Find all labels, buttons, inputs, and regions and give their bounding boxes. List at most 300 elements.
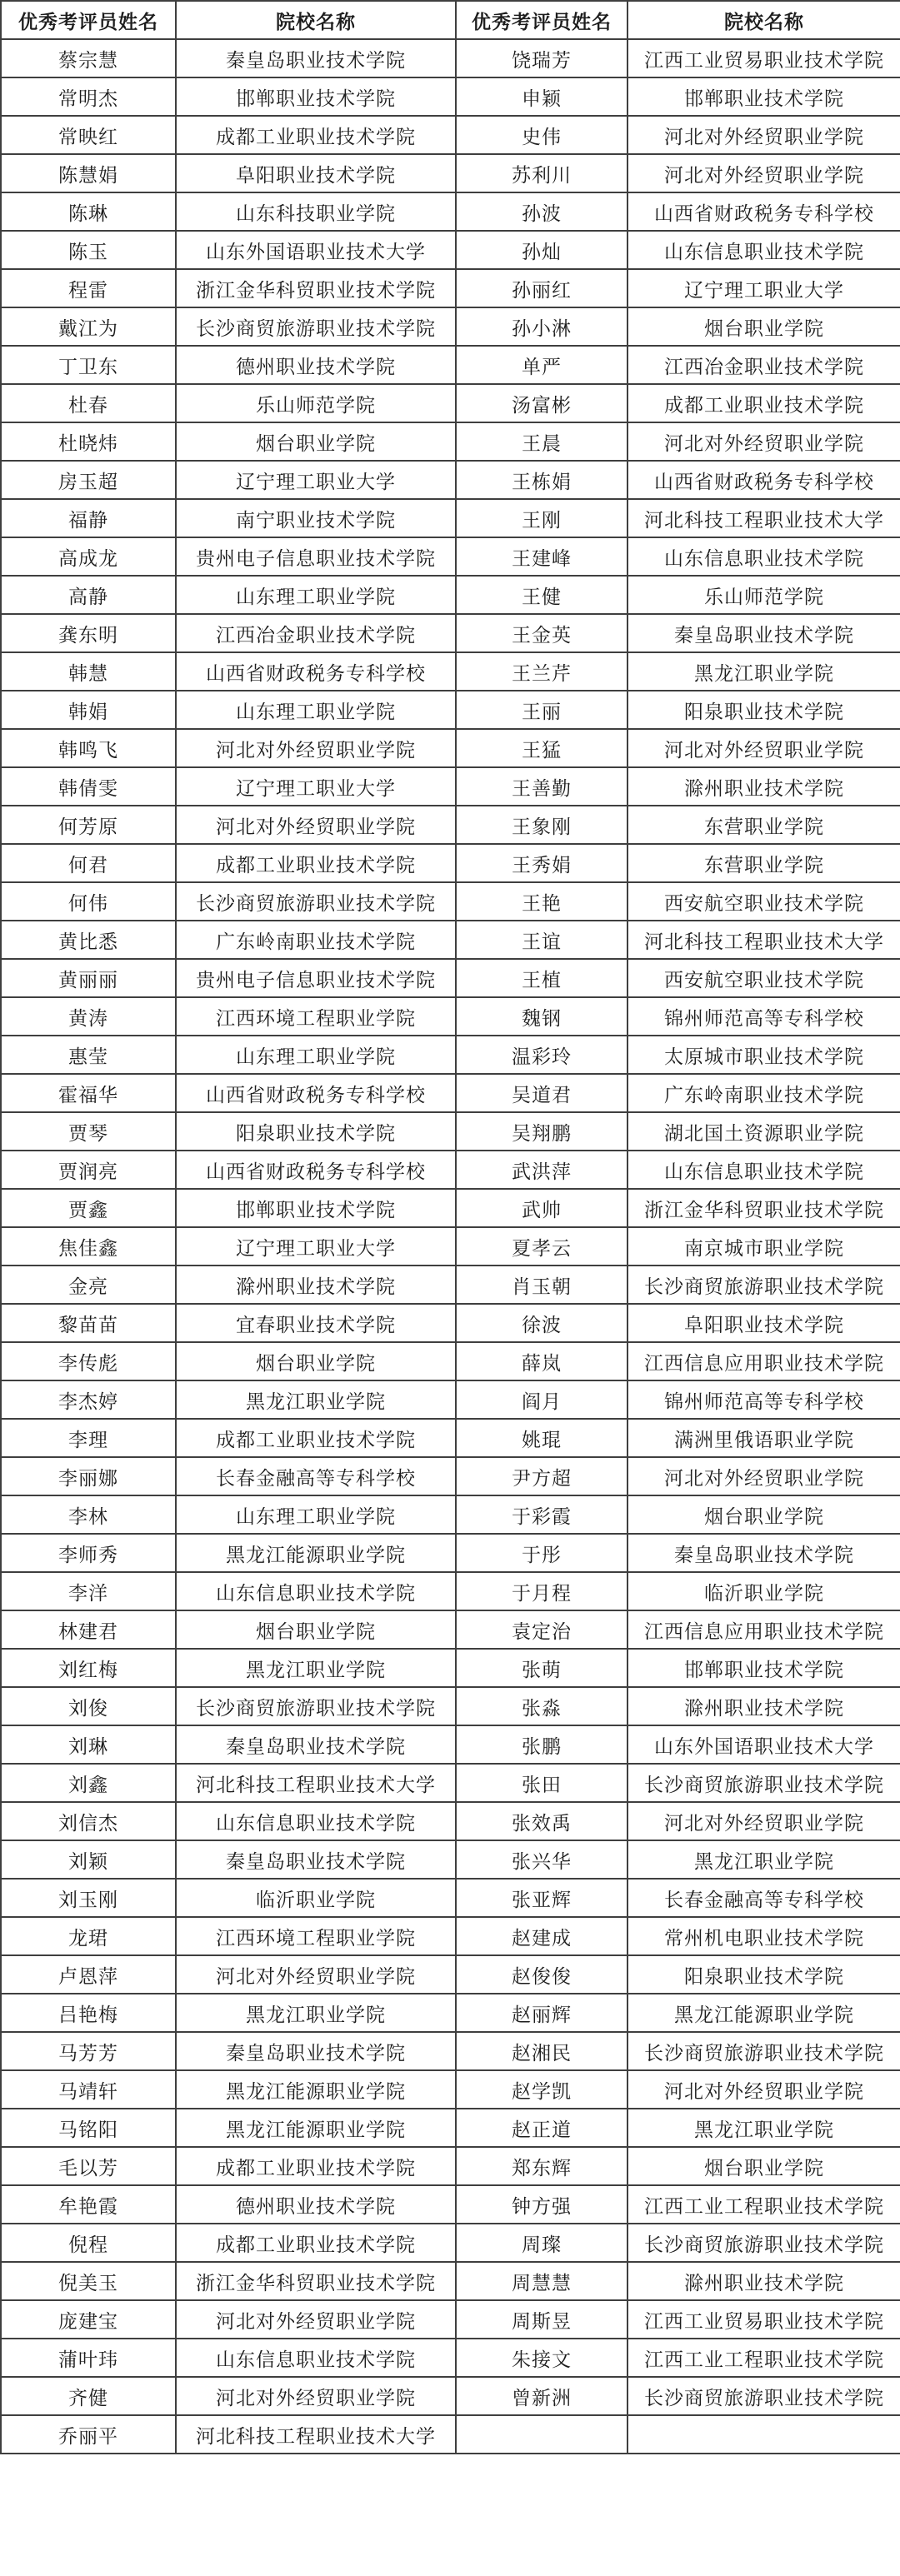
school-name-cell: 秦皇岛职业技术学院 [176, 39, 456, 77]
examiner-name-cell: 高静 [1, 576, 176, 614]
school-name-cell: 成都工业职业技术学院 [176, 2147, 456, 2185]
table-row [1, 1649, 900, 1687]
table-row [1, 1419, 900, 1457]
school-name-cell: 临沂职业学院 [628, 1572, 900, 1610]
examiner-name-cell: 于彩霞 [456, 1495, 628, 1534]
examiner-name-cell: 孙灿 [456, 231, 628, 269]
examiner-name-cell: 刘玉刚 [1, 1879, 176, 1917]
school-name-cell: 秦皇岛职业技术学院 [628, 1534, 900, 1572]
table-row [1, 2224, 900, 2262]
school-name-cell: 锦州师范高等专科学校 [628, 1380, 900, 1419]
school-name-cell: 山东信息职业技术学院 [176, 1802, 456, 1840]
examiner-name-cell: 李理 [1, 1419, 176, 1457]
table-row [1, 384, 900, 422]
school-name-cell: 山西省财政税务专科学校 [176, 1151, 456, 1189]
table-row [1, 1610, 900, 1649]
table-row [1, 2185, 900, 2224]
school-name-cell: 浙江金华科贸职业技术学院 [176, 2262, 456, 2300]
examiner-name-cell: 周斯昱 [456, 2300, 628, 2339]
examiner-name-cell: 郑东辉 [456, 2147, 628, 2185]
school-name-cell: 烟台职业学院 [628, 2147, 900, 2185]
school-name-cell: 辽宁理工职业大学 [176, 461, 456, 499]
table-row [1, 537, 900, 576]
examiner-name-cell: 蒲叶玮 [1, 2339, 176, 2377]
school-name-cell: 江西信息应用职业技术学院 [628, 1342, 900, 1380]
school-name-cell: 江西环境工程职业学院 [176, 997, 456, 1036]
examiner-name-cell: 卢恩萍 [1, 1955, 176, 1994]
table-row [1, 614, 900, 652]
table-row [1, 767, 900, 806]
school-name-cell: 山东科技职业学院 [176, 192, 456, 231]
examiner-name-cell: 张兴华 [456, 1840, 628, 1879]
header-examiner-name-right: 优秀考评员姓名 [456, 1, 628, 39]
school-name-cell: 宜春职业技术学院 [176, 1304, 456, 1342]
table-row [1, 2147, 900, 2185]
school-name-cell: 黑龙江职业学院 [628, 2109, 900, 2147]
table-row [1, 652, 900, 691]
table-row [1, 959, 900, 997]
examiner-name-cell: 程雷 [1, 269, 176, 307]
examiner-name-cell: 蔡宗慧 [1, 39, 176, 77]
school-name-cell: 山东理工职业学院 [176, 1036, 456, 1074]
examiner-name-cell: 王兰芹 [456, 652, 628, 691]
examiner-name-cell: 单严 [456, 346, 628, 384]
school-name-cell: 河北对外经贸职业学院 [628, 729, 900, 767]
examiner-name-cell: 韩倩雯 [1, 767, 176, 806]
school-name-cell: 乐山师范学院 [628, 576, 900, 614]
examiner-name-cell: 孙小淋 [456, 307, 628, 346]
examiner-name-cell: 陈玉 [1, 231, 176, 269]
school-name-cell: 南京城市职业学院 [628, 1227, 900, 1266]
examiner-name-cell: 于彤 [456, 1534, 628, 1572]
school-name-cell: 邯郸职业技术学院 [628, 1649, 900, 1687]
table-row [1, 2377, 900, 2415]
school-name-cell: 邯郸职业技术学院 [176, 77, 456, 116]
examiner-name-cell: 杜晓炜 [1, 422, 176, 461]
examiner-name-cell: 贾鑫 [1, 1189, 176, 1227]
school-name-cell: 烟台职业学院 [628, 1495, 900, 1534]
examiner-name-cell: 刘琳 [1, 1725, 176, 1764]
school-name-cell: 德州职业技术学院 [176, 2185, 456, 2224]
school-name-cell: 河北对外经贸职业学院 [176, 1955, 456, 1994]
school-name-cell: 江西环境工程职业学院 [176, 1917, 456, 1955]
table-row [1, 1151, 900, 1189]
examiner-name-cell: 王刚 [456, 499, 628, 537]
school-name-cell: 黑龙江能源职业学院 [176, 2070, 456, 2109]
school-name-cell: 山东外国语职业技术大学 [176, 231, 456, 269]
examiner-name-cell: 王晨 [456, 422, 628, 461]
school-name-cell: 贵州电子信息职业技术学院 [176, 537, 456, 576]
school-name-cell: 江西工业贸易职业技术学院 [628, 39, 900, 77]
school-name-cell: 河北对外经贸职业学院 [628, 1457, 900, 1495]
table-row [1, 2300, 900, 2339]
examiner-name-cell: 史伟 [456, 116, 628, 154]
school-name-cell: 河北对外经贸职业学院 [176, 729, 456, 767]
examiner-name-cell: 温彩玲 [456, 1036, 628, 1074]
examiner-name-cell: 张田 [456, 1764, 628, 1802]
school-name-cell: 阜阳职业技术学院 [628, 1304, 900, 1342]
table-row [1, 1534, 900, 1572]
school-name-cell: 河北对外经贸职业学院 [628, 116, 900, 154]
examiner-name-cell: 王艳 [456, 882, 628, 921]
table-row [1, 1227, 900, 1266]
examiner-name-cell: 阎月 [456, 1380, 628, 1419]
examiner-name-cell: 焦佳鑫 [1, 1227, 176, 1266]
table-row [1, 691, 900, 729]
school-name-cell: 河北科技工程职业技术大学 [628, 921, 900, 959]
table-row [1, 1380, 900, 1419]
school-name-cell: 广东岭南职业技术学院 [176, 921, 456, 959]
examiner-name-cell: 陈琳 [1, 192, 176, 231]
school-name-cell: 乐山师范学院 [176, 384, 456, 422]
table-row [1, 1304, 900, 1342]
table-row [1, 997, 900, 1036]
school-name-cell: 烟台职业学院 [176, 422, 456, 461]
examiner-name-cell: 房玉超 [1, 461, 176, 499]
school-name-cell: 黑龙江职业学院 [176, 1649, 456, 1687]
school-name-cell: 滁州职业技术学院 [628, 767, 900, 806]
school-name-cell: 山东信息职业技术学院 [628, 1151, 900, 1189]
examiner-name-cell: 王植 [456, 959, 628, 997]
school-name-cell: 江西工业贸易职业技术学院 [628, 2300, 900, 2339]
examiner-name-cell: 刘红梅 [1, 1649, 176, 1687]
school-name-cell: 黑龙江职业学院 [628, 1840, 900, 1879]
examiner-name-cell: 贾琴 [1, 1112, 176, 1151]
examiner-name-cell: 肖玉朝 [456, 1266, 628, 1304]
school-name-cell: 邯郸职业技术学院 [628, 77, 900, 116]
table-row [1, 499, 900, 537]
examiner-name-cell: 黎苗苗 [1, 1304, 176, 1342]
examiner-name-cell: 常映红 [1, 116, 176, 154]
school-name-cell: 长沙商贸旅游职业技术学院 [628, 1764, 900, 1802]
school-name-cell: 秦皇岛职业技术学院 [176, 1725, 456, 1764]
school-name-cell: 河北对外经贸职业学院 [628, 2070, 900, 2109]
table-row [1, 1687, 900, 1725]
examiner-name-cell: 王象刚 [456, 806, 628, 844]
examiner-name-cell: 饶瑞芳 [456, 39, 628, 77]
school-name-cell: 滁州职业技术学院 [628, 2262, 900, 2300]
school-name-cell: 黑龙江能源职业学院 [176, 1534, 456, 1572]
examiner-name-cell: 徐波 [456, 1304, 628, 1342]
examiner-name-cell: 周慧慧 [456, 2262, 628, 2300]
examiner-name-cell: 齐健 [1, 2377, 176, 2415]
table-row [1, 844, 900, 882]
table-row [1, 1917, 900, 1955]
table-row [1, 2109, 900, 2147]
examiner-name-cell: 黄丽丽 [1, 959, 176, 997]
school-name-cell: 山东理工职业学院 [176, 1495, 456, 1534]
examiner-name-cell: 吴道君 [456, 1074, 628, 1112]
table-row [1, 2262, 900, 2300]
school-name-cell: 山东信息职业技术学院 [628, 231, 900, 269]
examiner-name-cell: 王丽 [456, 691, 628, 729]
school-name-cell: 长沙商贸旅游职业技术学院 [628, 2032, 900, 2070]
school-name-cell: 成都工业职业技术学院 [628, 384, 900, 422]
table-header [1, 1, 900, 39]
examiner-name-cell: 朱接文 [456, 2339, 628, 2377]
table-row [1, 154, 900, 192]
examiner-name-cell: 刘信杰 [1, 1802, 176, 1840]
school-name-cell: 长沙商贸旅游职业技术学院 [176, 882, 456, 921]
examiner-name-cell: 黄涛 [1, 997, 176, 1036]
examiner-name-cell: 戴江为 [1, 307, 176, 346]
table-row [1, 1112, 900, 1151]
examiner-name-cell: 马靖轩 [1, 2070, 176, 2109]
table-row [1, 1457, 900, 1495]
examiner-name-cell: 钟方强 [456, 2185, 628, 2224]
school-name-cell: 江西工业工程职业技术学院 [628, 2339, 900, 2377]
examiner-name-cell: 何君 [1, 844, 176, 882]
table-row [1, 1342, 900, 1380]
table-row [1, 1840, 900, 1879]
examiner-name-cell: 赵学凯 [456, 2070, 628, 2109]
examiner-name-cell: 林建君 [1, 1610, 176, 1649]
examiner-name-cell: 王栋娟 [456, 461, 628, 499]
school-name-cell: 山东理工职业学院 [176, 576, 456, 614]
school-name-cell: 河北科技工程职业技术大学 [628, 499, 900, 537]
examiner-name-cell: 陈慧娟 [1, 154, 176, 192]
school-name-cell: 滁州职业技术学院 [176, 1266, 456, 1304]
school-name-cell: 河北对外经贸职业学院 [628, 154, 900, 192]
school-name-cell [628, 2415, 900, 2454]
table-row [1, 2415, 900, 2454]
school-name-cell: 山东信息职业技术学院 [628, 537, 900, 576]
examiner-name-cell: 吕艳梅 [1, 1994, 176, 2032]
examiner-name-cell: 孙丽红 [456, 269, 628, 307]
table-row [1, 346, 900, 384]
school-name-cell: 河北对外经贸职业学院 [176, 2377, 456, 2415]
school-name-cell: 阳泉职业技术学院 [628, 691, 900, 729]
school-name-cell: 南宁职业技术学院 [176, 499, 456, 537]
school-name-cell: 长春金融高等专科学校 [176, 1457, 456, 1495]
school-name-cell: 江西冶金职业技术学院 [176, 614, 456, 652]
table-row [1, 269, 900, 307]
school-name-cell: 浙江金华科贸职业技术学院 [176, 269, 456, 307]
examiner-name-cell: 李洋 [1, 1572, 176, 1610]
examiner-name-cell: 武洪萍 [456, 1151, 628, 1189]
examiner-name-cell: 刘颖 [1, 1840, 176, 1879]
school-name-cell: 河北对外经贸职业学院 [176, 806, 456, 844]
school-name-cell: 阳泉职业技术学院 [176, 1112, 456, 1151]
table-row [1, 1994, 900, 2032]
school-name-cell: 东营职业学院 [628, 806, 900, 844]
table-row [1, 882, 900, 921]
school-name-cell: 长沙商贸旅游职业技术学院 [628, 1266, 900, 1304]
school-name-cell: 成都工业职业技术学院 [176, 844, 456, 882]
examiner-name-cell: 马铭阳 [1, 2109, 176, 2147]
examiner-name-cell: 张淼 [456, 1687, 628, 1725]
school-name-cell: 阜阳职业技术学院 [176, 154, 456, 192]
table-row [1, 77, 900, 116]
table-row [1, 1074, 900, 1112]
examiner-name-cell: 刘俊 [1, 1687, 176, 1725]
examiner-name-cell: 张鹏 [456, 1725, 628, 1764]
table-row [1, 461, 900, 499]
header-school-name-right: 院校名称 [628, 1, 900, 39]
header-row [1, 1, 900, 39]
school-name-cell: 河北科技工程职业技术大学 [176, 2415, 456, 2454]
examiner-name-cell: 王秀娟 [456, 844, 628, 882]
examiner-name-cell: 苏利川 [456, 154, 628, 192]
examiner-name-cell: 尹方超 [456, 1457, 628, 1495]
table-row [1, 1802, 900, 1840]
school-name-cell: 烟台职业学院 [628, 307, 900, 346]
school-name-cell: 秦皇岛职业技术学院 [176, 2032, 456, 2070]
table-row [1, 307, 900, 346]
examiner-name-cell: 王猛 [456, 729, 628, 767]
examiner-name-cell: 李师秀 [1, 1534, 176, 1572]
school-name-cell: 山东理工职业学院 [176, 691, 456, 729]
school-name-cell: 阳泉职业技术学院 [628, 1955, 900, 1994]
examiner-name-cell: 赵正道 [456, 2109, 628, 2147]
school-name-cell: 辽宁理工职业大学 [176, 767, 456, 806]
examiner-name-cell: 牟艳霞 [1, 2185, 176, 2224]
school-name-cell: 成都工业职业技术学院 [176, 1419, 456, 1457]
school-name-cell: 黑龙江职业学院 [628, 652, 900, 691]
examiner-name-cell: 霍福华 [1, 1074, 176, 1112]
table-row [1, 2032, 900, 2070]
examiner-name-cell: 魏钢 [456, 997, 628, 1036]
school-name-cell: 辽宁理工职业大学 [628, 269, 900, 307]
school-name-cell: 长沙商贸旅游职业技术学院 [176, 307, 456, 346]
table-row [1, 576, 900, 614]
examiner-name-cell: 金亮 [1, 1266, 176, 1304]
school-name-cell: 常州机电职业技术学院 [628, 1917, 900, 1955]
school-name-cell: 临沂职业学院 [176, 1879, 456, 1917]
school-name-cell: 浙江金华科贸职业技术学院 [628, 1189, 900, 1227]
school-name-cell: 长沙商贸旅游职业技术学院 [176, 1687, 456, 1725]
table-row [1, 422, 900, 461]
examiner-name-cell: 杜春 [1, 384, 176, 422]
table-row [1, 1572, 900, 1610]
school-name-cell: 广东岭南职业技术学院 [628, 1074, 900, 1112]
examiner-name-cell: 赵丽辉 [456, 1994, 628, 2032]
examiner-name-cell: 韩娟 [1, 691, 176, 729]
examiner-name-cell: 倪美玉 [1, 2262, 176, 2300]
school-name-cell: 山西省财政税务专科学校 [176, 652, 456, 691]
examiner-name-cell: 武帅 [456, 1189, 628, 1227]
school-name-cell: 成都工业职业技术学院 [176, 116, 456, 154]
school-name-cell: 长春金融高等专科学校 [628, 1879, 900, 1917]
examiner-name-cell: 赵建成 [456, 1917, 628, 1955]
school-name-cell: 江西冶金职业技术学院 [628, 346, 900, 384]
examiner-name-cell: 李林 [1, 1495, 176, 1534]
examiner-name-cell: 李杰婷 [1, 1380, 176, 1419]
examiner-name-cell: 赵湘民 [456, 2032, 628, 2070]
school-name-cell: 黑龙江职业学院 [176, 1994, 456, 2032]
examiner-name-cell: 张萌 [456, 1649, 628, 1687]
table-row [1, 806, 900, 844]
table-row [1, 1725, 900, 1764]
school-name-cell: 河北对外经贸职业学院 [628, 422, 900, 461]
school-name-cell: 河北对外经贸职业学院 [628, 1802, 900, 1840]
examiner-name-cell: 龚东明 [1, 614, 176, 652]
examiner-name-cell: 福静 [1, 499, 176, 537]
examiner-name-cell: 何伟 [1, 882, 176, 921]
table-row [1, 1495, 900, 1534]
table-row [1, 1764, 900, 1802]
school-name-cell: 河北对外经贸职业学院 [176, 2300, 456, 2339]
table-row [1, 729, 900, 767]
table-row [1, 1189, 900, 1227]
school-name-cell: 西安航空职业技术学院 [628, 959, 900, 997]
examiner-name-cell: 庞建宝 [1, 2300, 176, 2339]
school-name-cell: 黑龙江能源职业学院 [176, 2109, 456, 2147]
examiner-name-cell: 吴翔鹏 [456, 1112, 628, 1151]
examiner-name-cell [456, 2415, 628, 2454]
school-name-cell: 长沙商贸旅游职业技术学院 [628, 2224, 900, 2262]
school-name-cell: 烟台职业学院 [176, 1342, 456, 1380]
examiner-name-cell: 赵俊俊 [456, 1955, 628, 1994]
table-row [1, 921, 900, 959]
school-name-cell: 满洲里俄语职业学院 [628, 1419, 900, 1457]
examiner-name-cell: 龙珺 [1, 1917, 176, 1955]
examiner-name-cell: 张亚辉 [456, 1879, 628, 1917]
table-row [1, 1266, 900, 1304]
examiner-name-cell: 薛岚 [456, 1342, 628, 1380]
school-name-cell: 滁州职业技术学院 [628, 1687, 900, 1725]
examiner-name-cell: 周璨 [456, 2224, 628, 2262]
examiner-name-cell: 刘鑫 [1, 1764, 176, 1802]
examiner-name-cell: 姚琨 [456, 1419, 628, 1457]
table-row [1, 2070, 900, 2109]
examiner-name-cell: 王建峰 [456, 537, 628, 576]
examiner-name-cell: 孙波 [456, 192, 628, 231]
school-name-cell: 江西信息应用职业技术学院 [628, 1610, 900, 1649]
examiner-name-cell: 韩慧 [1, 652, 176, 691]
examiner-name-cell: 贾润亮 [1, 1151, 176, 1189]
examiner-name-cell: 王善勤 [456, 767, 628, 806]
examiner-name-cell: 夏孝云 [456, 1227, 628, 1266]
examiner-name-cell: 韩鸣飞 [1, 729, 176, 767]
header-examiner-name-left: 优秀考评员姓名 [1, 1, 176, 39]
examiner-name-cell: 袁定治 [456, 1610, 628, 1649]
school-name-cell: 秦皇岛职业技术学院 [176, 1840, 456, 1879]
school-name-cell: 湖北国土资源职业学院 [628, 1112, 900, 1151]
school-name-cell: 锦州师范高等专科学校 [628, 997, 900, 1036]
table-body [1, 39, 900, 2454]
examiner-name-cell: 申颖 [456, 77, 628, 116]
header-school-name-left: 院校名称 [176, 1, 456, 39]
examiner-name-cell: 乔丽平 [1, 2415, 176, 2454]
table-row [1, 2339, 900, 2377]
examiner-name-cell: 毛以芳 [1, 2147, 176, 2185]
school-name-cell: 邯郸职业技术学院 [176, 1189, 456, 1227]
table-row [1, 39, 900, 77]
examiner-name-cell: 常明杰 [1, 77, 176, 116]
school-name-cell: 德州职业技术学院 [176, 346, 456, 384]
school-name-cell: 黑龙江能源职业学院 [628, 1994, 900, 2032]
examiner-name-cell: 何芳原 [1, 806, 176, 844]
school-name-cell: 辽宁理工职业大学 [176, 1227, 456, 1266]
school-name-cell: 山西省财政税务专科学校 [176, 1074, 456, 1112]
school-name-cell: 山西省财政税务专科学校 [628, 192, 900, 231]
examiner-name-cell: 李传彪 [1, 1342, 176, 1380]
school-name-cell: 贵州电子信息职业技术学院 [176, 959, 456, 997]
examiner-name-cell: 黄比悉 [1, 921, 176, 959]
examiner-name-cell: 丁卫东 [1, 346, 176, 384]
school-name-cell: 太原城市职业技术学院 [628, 1036, 900, 1074]
school-name-cell: 东营职业学院 [628, 844, 900, 882]
table-row [1, 1036, 900, 1074]
examiner-name-cell: 曾新洲 [456, 2377, 628, 2415]
examiner-name-cell: 惠莹 [1, 1036, 176, 1074]
examiner-name-cell: 于月程 [456, 1572, 628, 1610]
school-name-cell: 河北科技工程职业技术大学 [176, 1764, 456, 1802]
school-name-cell: 山西省财政税务专科学校 [628, 461, 900, 499]
school-name-cell: 秦皇岛职业技术学院 [628, 614, 900, 652]
examiner-name-cell: 张效禹 [456, 1802, 628, 1840]
